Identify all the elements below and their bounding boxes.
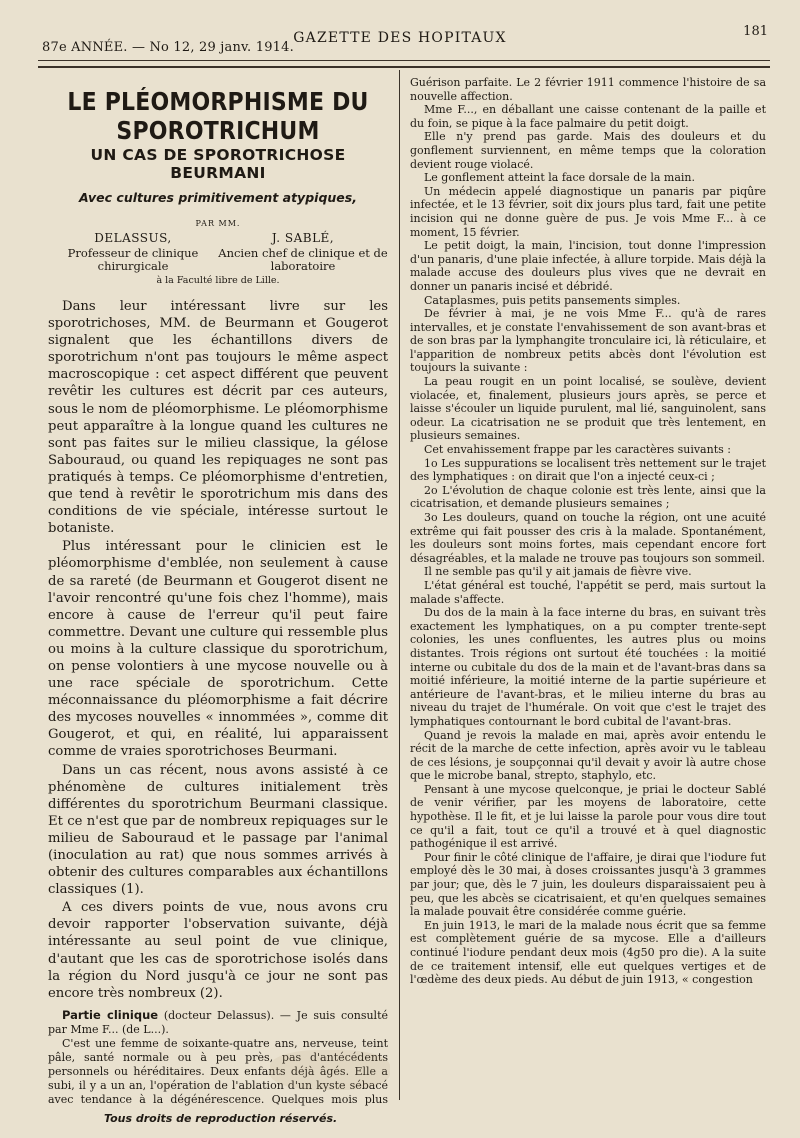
right-paragraph: Guérison parfaite. Le 2 février 1911 commence l'histoire de sa nouvelle affection. [410, 76, 766, 103]
section-author: (docteur Delassus). [163, 1008, 275, 1022]
article-title: LE PLÉOMORPHISME DU SPOROTRICHUM [67, 88, 369, 146]
author-affiliation-common: à la Faculté libre de Lille. [156, 275, 280, 286]
right-paragraph: Quand je revois la malade en mai, après avoir entendu le récit de la marche de cette infection, après avoir vu le tableau de ces lésions, je soupçonnai qu'il devait y avoir là autre chose que le microbe banal, strepto, staphylo, etc. [410, 728, 766, 783]
right-paragraph: En juin 1913, le mari de la malade nous écrit que sa femme est complètement guérie de sa mycose. Elle a d'ailleurs continué l'iodure pendant deux mois (4g50 pro die). A la suite de ce traitement intensif, elle eut quelques vertiges et de l'œdème des deux pieds. Au début de juin 1913, « congestion [410, 918, 766, 987]
right-paragraph: Pour finir le côté clinique de l'affaire, je dirai que l'iodure fut employé dès le 30 mai, à doses croissantes jusqu'à 3 grammes par jour; que, dès le 7 juin, les douleurs disparaissaient peu à peu, que les abcès se cicatrisaient, et qu'en quelques semaines la malade pouvait être considérée comme guérie. [410, 850, 766, 919]
article-subtitle-2: Avec cultures primitivement atypiques, [79, 190, 357, 205]
right-paragraph: L'état général est touché, l'appétit se perd, mais surtout la malade s'affecte. [410, 578, 766, 606]
paper-stain [270, 1050, 390, 1090]
journal-title: GAZETTE DES HOPITAUX [293, 30, 507, 46]
left-paragraph: Dans un cas récent, nous avons assisté à ce phénomène de cultures initialement très différentes du sporotrichum Beurmani classique. Et ce n'est que par de nombreux repiquages sur le milieu de Sabouraud et le passage par l'animal (inoculation au rat) que nous sommes arrivés à obtenir des cultures comparables aux échantillons classiques (1). [48, 762, 388, 898]
left-paragraph: Dans leur intéressant livre sur les sporotrichoses, MM. de Beurmann et Gougerot signalent que les échantillons divers de sporotrichum n'ont pas toujours le même aspect macroscopique : cet aspect différent que peuvent revêtir les cultures est décrit par ces auteurs, sous le nom de pléomorphisme. Le pléomorphisme peut apparaître à la longue quand les cultures ne sont pas faites sur le milieu classique, la gélose Sabouraud, ou quand les repiquages ne sont pas pratiqués à temps. Ce pléomorphisme d'entretien, que tend à revêtir le sporotrichum mis dans des conditions de vie spéciale, intéresse surtout le botaniste. [48, 299, 388, 537]
section-paragraph: C'est une femme de soixante-quatre ans, nerveuse, teint pâle, santé normale ou à peu près, pas d'antécédents personnels ou héréditaires. Deux enfants déjà âgés. Elle a subi, il y a un an, l'opération de l'ablation d'un kyste sébacé avec tendance à la dégénérescence. Quelques mois plus [48, 1037, 388, 1106]
left-column [48, 76, 388, 1106]
right-paragraph: Mme F..., en déballant une caisse contenant de la paille et du foin, se pique à la face palmaire du petit doigt. [410, 103, 766, 130]
author-2 [218, 232, 388, 273]
right-paragraph: 1o Les suppurations se localisent très nettement sur le trajet des lymphatiques : on dirait que l'on a injecté ceux-ci ; [410, 456, 766, 484]
right-paragraph: Le petit doigt, la main, l'incision, tout donne l'impression d'un panaris, d'une plaie infectée, à allure torpide. Mais déjà la malade accuse des douleurs plus vives que ne devrait en donner un panaris incisé et débridé. [410, 239, 766, 293]
author-1-name: DELASSUS, [94, 231, 172, 245]
right-paragraph: Cet envahissement frappe par les caractères suivants : [424, 443, 731, 457]
page-number: 181 [743, 24, 768, 39]
author-2-affiliation: Ancien chef de clinique et de laboratoire [218, 246, 388, 273]
section-lead: — Je suis consulté par Mme F... (de L...). [48, 1008, 388, 1036]
right-paragraph: Elle n'y prend pas garde. Mais des douleurs et du gonflement surviennent, en même temps que la coloration devient rouge violacé. [410, 130, 766, 171]
author-1-affiliation: Professeur de clinique chirurgicale [67, 246, 199, 273]
left-paragraph: Plus intéressant pour le clinicien est le pléomorphisme d'emblée, non seulement à cause de sa rareté (de Beurmann et Gougerot disent ne l'avoir rencontré qu'une fois chez l'homme), mais encore à cause de l'erreur qu'il peut faire commettre. Devant une culture qui ressemble plus ou moins à la culture classique du sporotrichum, on pense volontiers à une mycose nouvelle ou à une race spéciale de sporotrichum. Cette méconnaissance du pléomorphisme a fait décrire des mycoses nouvelles « innommées », comme dit Gougerot, et qui, en réalité, lui apparaissent comme de vraies sporotrichoses Beurmani. [48, 539, 388, 760]
rights-reserved-notice: Tous droits de reproduction réservés. [104, 1112, 338, 1125]
right-paragraph: Il ne semble pas qu'il y ait jamais de fièvre vive. [424, 565, 692, 579]
left-paragraph: A ces divers points de vue, nous avons cru devoir rapporter l'observation suivante, déjà intéressante au seul point de vue clinique, d'autant que les cas de sporotrichose isolés dans la région du Nord jusqu'à ce jour ne sont pas encore très nombreux (2). [48, 900, 388, 1001]
par-mm: PAR MM. [195, 219, 241, 228]
issue-line: 87e ANNÉE. — No 12, 29 janv. 1914. [42, 40, 294, 55]
right-column [410, 76, 766, 1096]
author-1 [48, 232, 218, 273]
right-paragraph: La peau rougit en un point localisé, se soulève, devient violacée, et, finalement, plusieurs jours après, se perce et laisse s'écouler un liquide purulent, mal lié, sanguinolent, sans odeur. La cicatrisation ne se produit que très lentement, en plusieurs semaines. [410, 375, 766, 443]
article-subtitle: UN CAS DE SPOROTRICHOSE BEURMANI [90, 146, 346, 182]
right-paragraph: Du dos de la main à la face interne du bras, en suivant très exactement les lymphatiques, on a pu compter trente-sept colonies, les unes confluentes, les autres plus ou moins distantes. Trois régions ont surtout été touchées : la moitié interne ou cubitale du dos de la main et de l'avant-bras dans sa moitié inférieure, la moitié interne de la partie supérieure et antérieure de l'avant-bras, et le milieu interne du bras au niveau du trajet de l'humérale. On voit que c'est le trajet des lymphatiques contournant le bord cubital de l'avant-bras. [410, 606, 766, 728]
right-paragraph: De février à mai, je ne vois Mme F... qu'à de rares intervalles, et je constate l'envahissement de son avant-bras et de son bras par la lymphangite tronculaire ici, là réticulaire, et l'apparition de nombreux petits abcès dont l'évolution est toujours la suivante : [410, 307, 766, 375]
section-heading: Partie clinique [62, 1007, 159, 1022]
right-paragraph: 3o Les douleurs, quand on touche la région, ont une acuité extrême qui fait pousser des cris à la malade. Spontanément, les douleurs sont moins fortes, mais cependant encore fort désagréables, et la malade ne trouve pas toujours son sommeil. [410, 511, 766, 565]
section-intro [48, 1008, 388, 1037]
right-paragraph: Pensant à une mycose quelconque, je priai le docteur Sablé de venir vérifier, par les moyens de laboratoire, cette hypothèse. Il le fit, et je lui laisse la parole pour vous dire tout ce qu'il a fait, tout ce qu'il a trouvé et à quel diagnostic pathogénique il est arrivé. [410, 782, 766, 851]
right-paragraph: Cataplasmes, puis petits pansements simples. [424, 293, 681, 307]
author-2-name: J. SABLÉ, [271, 231, 335, 245]
header-rule [38, 60, 770, 61]
column-divider [399, 70, 400, 1100]
right-paragraph: Le gonflement atteint la face dorsale de la main. [424, 171, 696, 185]
header-rule-thick [38, 66, 770, 68]
right-paragraph: Un médecin appelé diagnostique un panaris par piqûre infectée, et le 13 février, soit dix jours plus tard, fait une petite incision qui ne donne guère de pus. Je vois Mme F... à ce moment, 15 février. [410, 184, 766, 239]
authors [48, 232, 388, 273]
right-paragraph: 2o L'évolution de chaque colonie est très lente, ainsi que la cicatrisation, et demande plusieurs semaines ; [410, 483, 766, 511]
